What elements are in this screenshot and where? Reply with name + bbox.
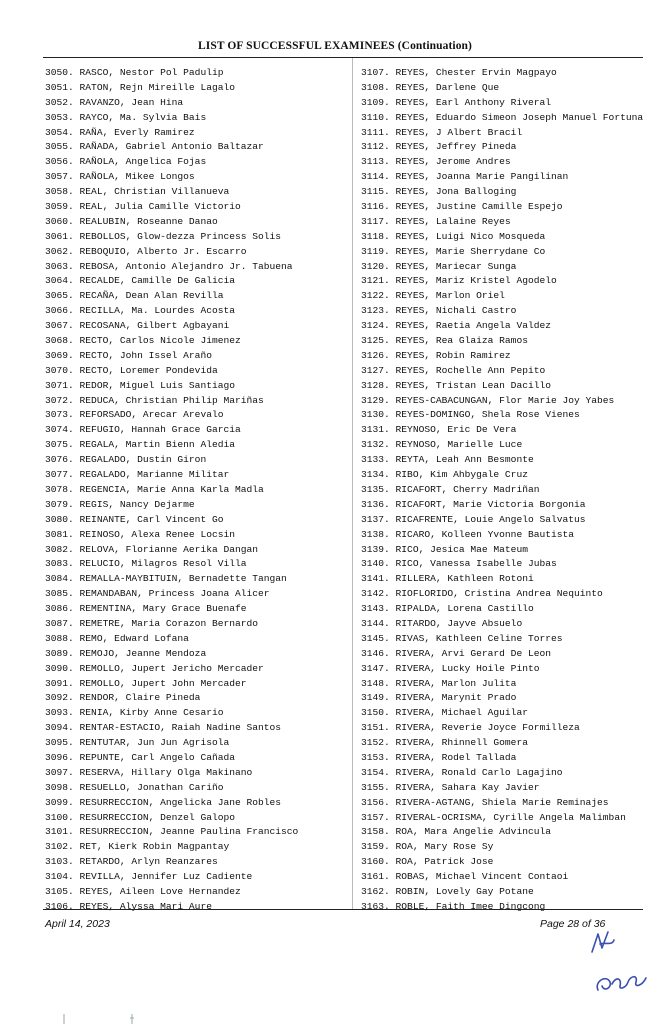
examinee-entry: 3113. REYES, Jerome Andres xyxy=(361,156,511,168)
examinee-entry: 3100. RESURRECCION, Denzel Galopo xyxy=(45,811,235,823)
examinee-entry: 3055. RAÑADA, Gabriel Antonio Baltazar xyxy=(45,141,264,153)
handwritten-signature-icon xyxy=(592,960,652,1000)
examinee-entry: 3158. ROA, Mara Angelie Advincula xyxy=(361,826,551,838)
page-number: Page 28 of 36 xyxy=(540,918,606,930)
examinee-entry: 3115. REYES, Jona Balloging xyxy=(361,186,517,198)
examinee-entry: 3066. RECILLA, Ma. Lourdes Acosta xyxy=(45,305,235,317)
examinee-entry: 3085. REMANDABAN, Princess Joana Alicer xyxy=(45,588,270,600)
examinee-entry: 3097. RESERVA, Hillary Olga Makinano xyxy=(45,766,253,778)
examinee-entry: 3075. REGALA, Martin Bienn Aledia xyxy=(45,439,235,451)
examinee-entry: 3098. RESUELLO, Jonathan Cariño xyxy=(45,781,224,793)
examinee-entry: 3112. REYES, Jeffrey Pineda xyxy=(361,141,517,153)
footer-rule xyxy=(43,909,643,910)
examinee-entry: 3109. REYES, Earl Anthony Riveral xyxy=(361,96,551,108)
examinee-entry: 3061. REBOLLOS, Glow-dezza Princess Solis xyxy=(45,230,282,242)
examinee-entry: 3090. REMOLLO, Jupert Jericho Mercader xyxy=(45,662,264,674)
examinee-entry: 3058. REAL, Christian Villanueva xyxy=(45,186,230,198)
examinee-entry: 3129. REYES-CABACUNGAN, Flor Marie Joy Yabes xyxy=(361,394,615,406)
examinee-entry: 3064. RECALDE, Camille De Galicia xyxy=(45,275,235,287)
examinee-entry: 3162. ROBIN, Lovely Gay Potane xyxy=(361,885,534,897)
examinee-entry: 3135. RICAFORT, Cherry Madriñan xyxy=(361,483,540,495)
examinee-entry: 3121. REYES, Mariz Kristel Agodelo xyxy=(361,275,557,287)
examinee-entry: 3082. RELOVA, Florianne Aerika Dangan xyxy=(45,543,259,555)
examinee-entry: 3154. RIVERA, Ronald Carlo Lagajino xyxy=(361,766,563,778)
examinee-entry: 3114. REYES, Joanna Marie Pangilinan xyxy=(361,171,569,183)
examinee-entry: 3091. REMOLLO, Jupert John Mercader xyxy=(45,677,247,689)
examinee-entry: 3155. RIVERA, Sahara Kay Javier xyxy=(361,781,540,793)
examinee-entry: 3053. RAYCO, Ma. Sylvia Bais xyxy=(45,111,207,123)
examinee-entry: 3072. REDUCA, Christian Philip Mariñas xyxy=(45,394,264,406)
examinee-entry: 3050. RASCO, Nestor Pol Padulip xyxy=(45,67,224,78)
left-examinee-list xyxy=(45,66,345,915)
examinee-entry: 3059. REAL, Julia Camille Victorio xyxy=(45,201,241,213)
examinee-entry: 3126. REYES, Robin Ramirez xyxy=(361,349,511,361)
examinee-entry: 3108. REYES, Darlene Que xyxy=(361,81,500,93)
examinee-entry: 3074. REFUGIO, Hannah Grace Garcia xyxy=(45,424,241,436)
examinee-entry: 3141. RILLERA, Kathleen Rotoni xyxy=(361,573,534,585)
examinee-entry: 3133. REYTA, Leah Ann Besmonte xyxy=(361,454,534,466)
examinee-entry: 3095. RENTUTAR, Jun Jun Agrisola xyxy=(45,737,230,749)
examinee-entry: 3067. RECOSANA, Gilbert Agbayani xyxy=(45,320,230,332)
examinee-entry: 3080. REINANTE, Carl Vincent Go xyxy=(45,513,224,525)
examinee-entry: 3138. RICARO, Kolleen Yvonne Bautista xyxy=(361,528,575,540)
examinee-entry: 3107. REYES, Chester Ervin Magpayo xyxy=(361,67,557,78)
examinee-entry: 3142. RIOFLORIDO, Cristina Andrea Nequinto xyxy=(361,588,603,600)
examinee-entry: 3144. RITARDO, Jayve Absuelo xyxy=(361,617,523,629)
examinee-entry: 3078. REGENCIA, Marie Anna Karla Madla xyxy=(45,483,264,495)
examinee-entry: 3136. RICAFORT, Marie Victoria Borgonia xyxy=(361,498,586,510)
examinee-entry: 3118. REYES, Luigi Nico Mosqueda xyxy=(361,230,546,242)
examinee-entry: 3143. RIPALDA, Lorena Castillo xyxy=(361,603,534,615)
examinee-entry: 3125. REYES, Rea Glaiza Ramos xyxy=(361,335,528,347)
examinee-entry: 3156. RIVERA-AGTANG, Shiela Marie Reminajes xyxy=(361,796,609,808)
examinee-entry: 3122. REYES, Marlon Oriel xyxy=(361,290,505,302)
examinee-entry: 3153. RIVERA, Rodel Tallada xyxy=(361,751,517,763)
examinee-entry: 3070. RECTO, Loremer Pondevida xyxy=(45,364,218,376)
examinee-entry: 3105. REYES, Aileen Love Hernandez xyxy=(45,885,241,897)
examinee-entry: 3101. RESURRECCION, Jeanne Paulina Francisco xyxy=(45,826,299,838)
examinee-entry: 3137. RICAFRENTE, Louie Angelo Salvatus xyxy=(361,513,586,525)
examinee-entry: 3056. RAÑOLA, Angelica Fojas xyxy=(45,156,207,168)
examinee-entry: 3111. REYES, J Albert Bracil xyxy=(361,126,523,138)
examinee-entry: 3146. RIVERA, Arvi Gerard De Leon xyxy=(361,647,551,659)
examinee-entry: 3092. RENDOR, Claire Pineda xyxy=(45,692,201,704)
examinee-entry: 3117. REYES, Lalaine Reyes xyxy=(361,215,511,227)
examinee-entry: 3147. RIVERA, Lucky Hoile Pinto xyxy=(361,662,540,674)
examinee-entry: 3140. RICO, Vanessa Isabelle Jubas xyxy=(361,558,557,570)
examinee-entry: 3134. RIBO, Kim Ahbygale Cruz xyxy=(361,469,528,481)
examinee-entry: 3139. RICO, Jesica Mae Mateum xyxy=(361,543,528,555)
examinee-entry: 3161. ROBAS, Michael Vincent Contaoi xyxy=(361,871,569,883)
examinee-entry: 3152. RIVERA, Rhinnell Gomera xyxy=(361,737,528,749)
examinee-entry: 3051. RATON, Rejn Mireille Lagalo xyxy=(45,81,235,93)
examinee-entry: 3069. RECTO, John Issel Araño xyxy=(45,349,212,361)
examinee-entry: 3123. REYES, Nichali Castro xyxy=(361,305,517,317)
examinee-entry: 3096. REPUNTE, Carl Angelo Cañada xyxy=(45,751,235,763)
examinee-entry: 3060. REALUBIN, Roseanne Danao xyxy=(45,215,218,227)
examinee-entry: 3063. REBOSA, Antonio Alejandro Jr. Tabuena xyxy=(45,260,293,272)
examinee-entry: 3084. REMALLA-MAYBITUIN, Bernadette Tangan xyxy=(45,573,287,585)
examinee-entry: 3052. RAVANZO, Jean Hina xyxy=(45,96,184,108)
examinee-entry: 3088. REMO, Edward Lofana xyxy=(45,632,189,644)
examinee-entry: 3081. REINOSO, Alexa Renee Locsin xyxy=(45,528,235,540)
examinee-entry: 3089. REMOJO, Jeanne Mendoza xyxy=(45,647,207,659)
examinee-entry: 3127. REYES, Rochelle Ann Pepito xyxy=(361,364,546,376)
examinee-entry: 3083. RELUCIO, Milagros Resol Villa xyxy=(45,558,247,570)
examinee-entry: 3159. ROA, Mary Rose Sy xyxy=(361,841,494,853)
examinee-entry: 3073. REFORSADO, Arecar Arevalo xyxy=(45,409,224,421)
scan-edge-mark xyxy=(60,1012,140,1024)
examinee-entry: 3093. RENIA, Kirby Anne Cesario xyxy=(45,707,224,719)
examinee-entry: 3076. REGALADO, Dustin Giron xyxy=(45,454,207,466)
examinee-entry: 3087. REMETRE, Maria Corazon Bernardo xyxy=(45,617,259,629)
examinee-entry: 3128. REYES, Tristan Lean Dacillo xyxy=(361,379,551,391)
examinee-entry: 3103. RETARDO, Arlyn Reanzares xyxy=(45,856,218,868)
examinee-entry: 3149. RIVERA, Marynit Prado xyxy=(361,692,517,704)
examinee-entry: 3099. RESURRECCION, Angelicka Jane Robles xyxy=(45,796,282,808)
examinee-entry: 3071. REDOR, Miguel Luis Santiago xyxy=(45,379,235,391)
examinee-entry: 3163. ROBLE, Faith Imee Dingcong xyxy=(361,900,546,912)
examinee-entry: 3057. RAÑOLA, Mikee Longos xyxy=(45,171,195,183)
examinee-entry: 3062. REBOQUIO, Alberto Jr. Escarro xyxy=(45,245,247,257)
examinee-entry: 3145. RIVAS, Kathleen Celine Torres xyxy=(361,632,563,644)
handwritten-initial-icon xyxy=(588,928,618,958)
examinee-entry: 3077. REGALADO, Marianne Militar xyxy=(45,469,230,481)
examinee-entry: 3132. REYNOSO, Marielle Luce xyxy=(361,439,523,451)
examinee-entry: 3104. REVILLA, Jennifer Luz Cadiente xyxy=(45,871,253,883)
examinee-entry: 3054. RAÑA, Everly Ramirez xyxy=(45,126,195,138)
examinee-entry: 3102. RET, Kierk Robin Magpantay xyxy=(45,841,230,853)
footer-date: April 14, 2023 xyxy=(45,918,110,930)
examinee-entry: 3110. REYES, Eduardo Simeon Joseph Manuel Fortuna xyxy=(361,111,644,123)
examinee-entry: 3065. RECAÑA, Dean Alan Revilla xyxy=(45,290,224,302)
examinee-entry: 3151. RIVERA, Reverie Joyce Formilleza xyxy=(361,722,580,734)
examinee-entry: 3157. RIVERAL-OCRISMA, Cyrille Angela Malimban xyxy=(361,811,626,823)
examinee-entry: 3119. REYES, Marie Sherrydane Co xyxy=(361,245,546,257)
examinee-entry: 3094. RENTAR-ESTACIO, Raiah Nadine Santos xyxy=(45,722,282,734)
examinee-entry: 3086. REMENTINA, Mary Grace Buenafe xyxy=(45,603,247,615)
examinee-entry: 3120. REYES, Mariecar Sunga xyxy=(361,260,517,272)
column-divider xyxy=(352,58,353,909)
examinee-entry: 3068. RECTO, Carlos Nicole Jimenez xyxy=(45,335,241,347)
right-examinee-list xyxy=(361,66,661,915)
examinee-entry: 3150. RIVERA, Michael Aguilar xyxy=(361,707,528,719)
page-title: LIST OF SUCCESSFUL EXAMINEES (Continuation) xyxy=(198,40,472,52)
top-rule xyxy=(43,57,643,58)
examinee-entry: 3148. RIVERA, Marlon Julita xyxy=(361,677,517,689)
examinee-entry: 3131. REYNOSO, Eric De Vera xyxy=(361,424,517,436)
examinee-entry: 3160. ROA, Patrick Jose xyxy=(361,856,494,868)
examinee-entry: 3106. REYES, Alyssa Mari Aure xyxy=(45,900,212,912)
examinee-entry: 3079. REGIS, Nancy Dejarme xyxy=(45,498,195,510)
examinee-entry: 3116. REYES, Justine Camille Espejo xyxy=(361,201,563,213)
examinee-entry: 3124. REYES, Raetia Angela Valdez xyxy=(361,320,551,332)
examinee-entry: 3130. REYES-DOMINGO, Shela Rose Vienes xyxy=(361,409,580,421)
